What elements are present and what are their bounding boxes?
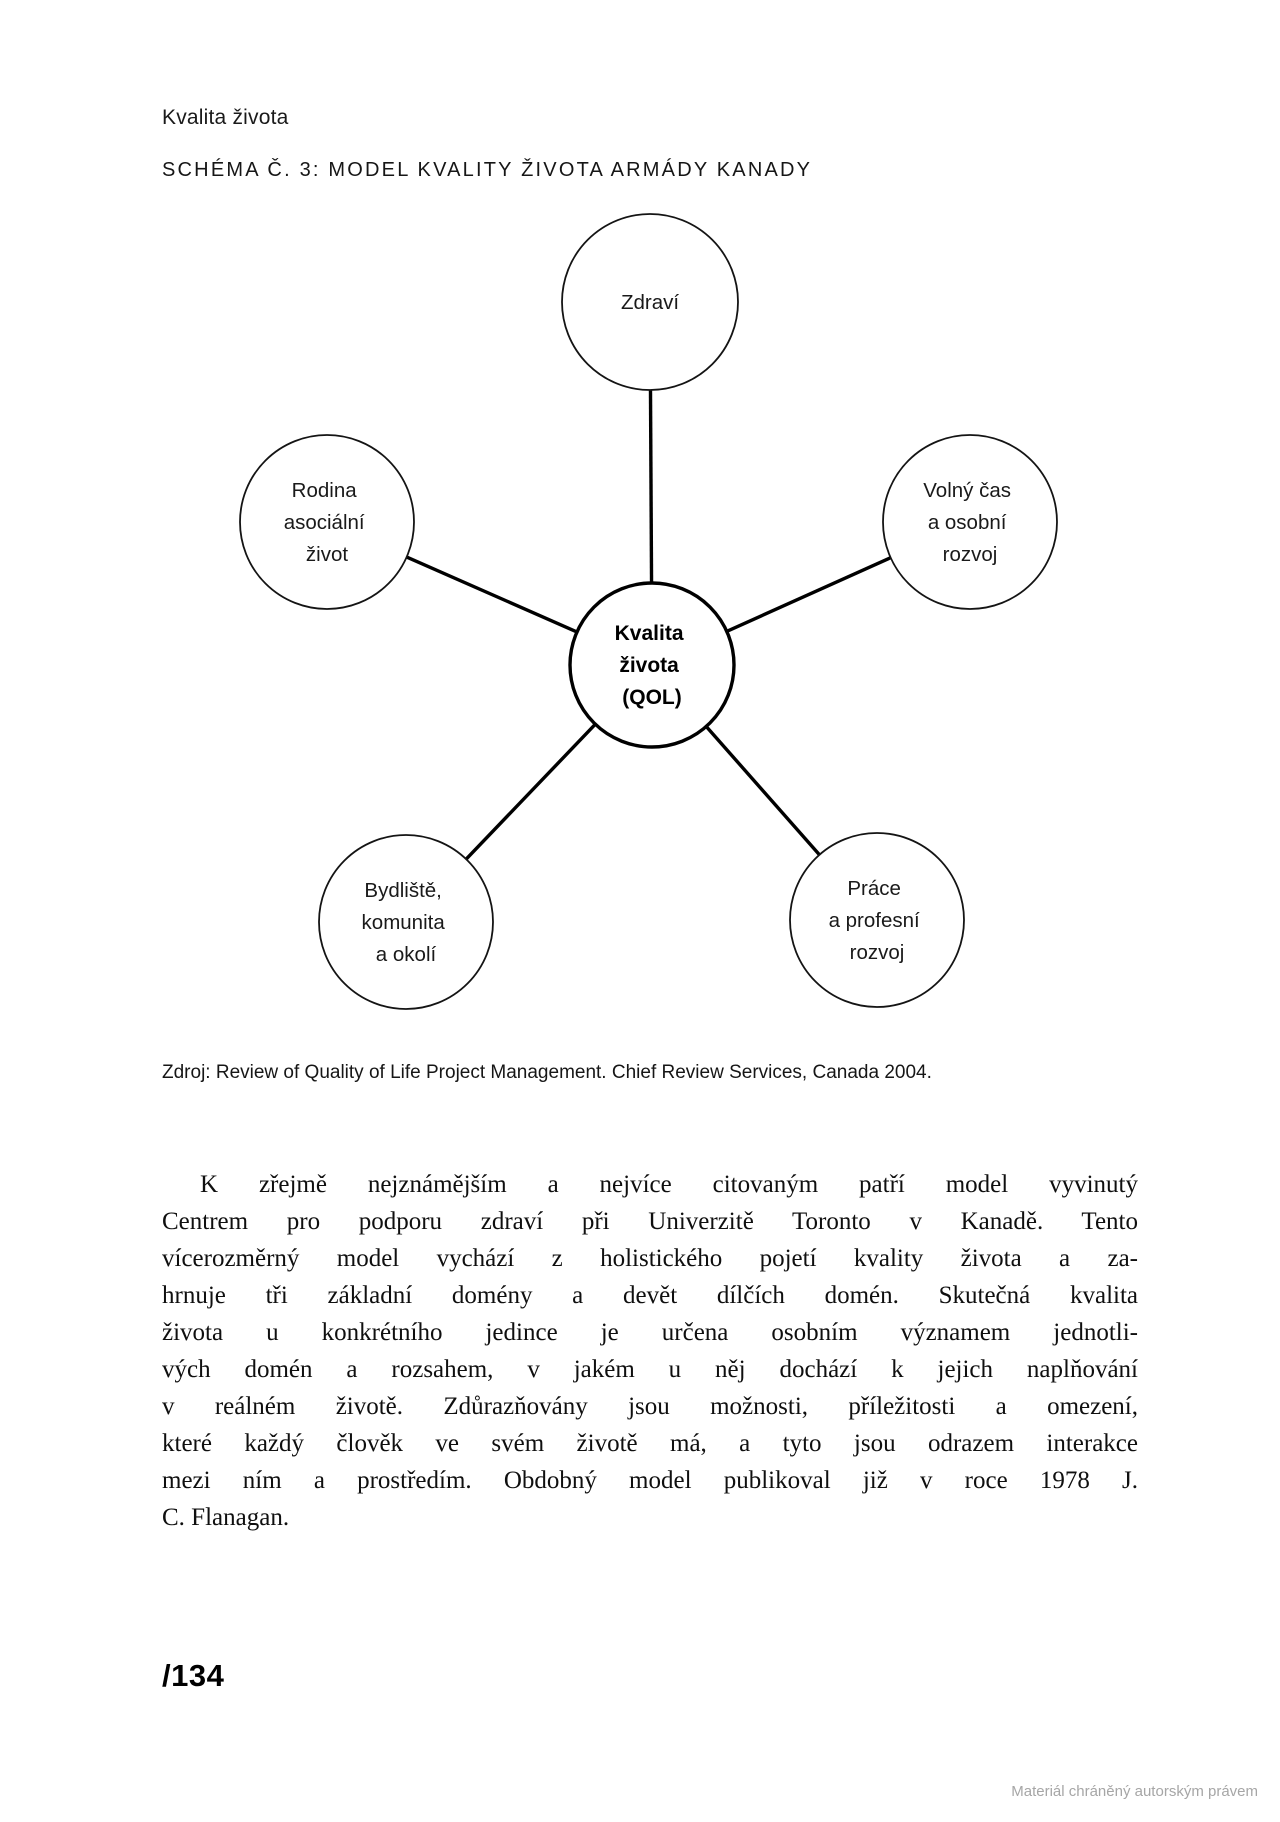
node-housing-community <box>319 835 493 1009</box>
paragraph-line: vícerozměrný model vychází z holistického pojetí kvality života a za- <box>162 1245 1138 1272</box>
node-leisure-personal-growth <box>883 435 1057 609</box>
paragraph-line: života u konkrétního jedince je určena osobním významem jednotli- <box>162 1319 1138 1346</box>
schema-title: SCHÉMA Č. 3: MODEL KVALITY ŽIVOTA ARMÁDY KANADY <box>162 159 813 181</box>
paragraph-line: C. Flanagan. <box>162 1504 290 1531</box>
paragraph-line: mezi ním a prostředím. Obdobný model publikoval již v roce 1978 J. <box>162 1467 1138 1494</box>
node-qol-center <box>570 583 734 747</box>
paragraph-line: hrnuje tři základní domény a devět dílčích domén. Skutečná kvalita <box>162 1282 1138 1309</box>
node-work-professional-growth <box>790 833 964 1007</box>
body-paragraph <box>162 1166 1138 1536</box>
node-health <box>562 214 738 390</box>
paragraph-line: Centrem pro podporu zdraví při Univerzitě Toronto v Kanadě. Tento <box>162 1208 1138 1235</box>
copyright-watermark: Materiál chráněný autorským právem <box>1011 1783 1258 1800</box>
node-qol-label: Kvalita života (QOL) <box>614 622 684 709</box>
paragraph-line: K zřejmě nejznámějším a nejvíce citovaným patří model vyvinutý <box>200 1171 1138 1198</box>
qol-model-diagram <box>0 190 1280 1040</box>
paragraph-line: které každý člověk ve svém životě má, a tyto jsou odrazem interakce <box>162 1430 1138 1457</box>
node-family-label: Rodina asociální život <box>283 479 365 566</box>
node-work-label: Práce a profesní rozvoj <box>828 877 920 964</box>
running-header: Kvalita života <box>162 106 289 129</box>
node-health-label: Zdraví <box>620 291 680 314</box>
node-family-social-life <box>240 435 414 609</box>
page-number: /134 <box>162 1658 225 1693</box>
paragraph-line: v reálném životě. Zdůrazňovány jsou možnosti, příležitosti a omezení, <box>162 1393 1138 1420</box>
node-housing-label: Bydliště, komunita a okolí <box>361 879 445 966</box>
paragraph-line: vých domén a rozsahem, v jakém u něj dochází k jejich naplňování <box>162 1356 1138 1383</box>
source-citation: Zdroj: Review of Quality of Life Project Management. Chief Review Services, Canada 2004. <box>162 1062 932 1083</box>
node-leisure-label: Volný čas a osobní rozvoj <box>923 479 1012 566</box>
